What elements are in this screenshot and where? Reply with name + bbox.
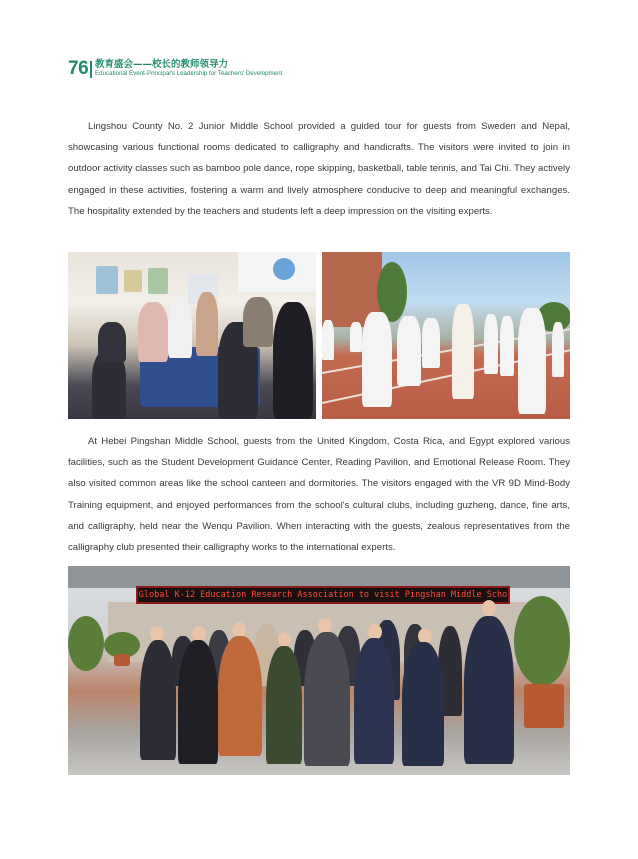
header-divider <box>90 61 92 78</box>
led-banner: Global K-12 Education Research Association to visit Pingshan Middle Scho <box>136 586 510 604</box>
outdoor-tai-chi-photo <box>322 252 570 419</box>
classroom-craft-photo <box>68 252 316 419</box>
paragraph-text: At Hebei Pingshan Middle School, guests from the United Kingdom, Costa Rica, and Egypt explored various facilities, such as the Student Development Guidance Center, Reading Pavilion, and Emotional Release Room. They also visited common areas like the school canteen and dormitories. The visitors engaged with the VR 9D Mind-Body Training equipment, and enjoyed performances from the school's cultural clubs, including guzheng, dance, fine arts, and calligraphy, held near the Wenqu Pavilion. When interacting with the guests, zealous representatives from the calligraphy club presented their calligraphy works to the international experts. <box>68 436 570 554</box>
group-photo <box>68 566 570 775</box>
header-title-chinese: 教育盛会——校长的教师领导力 <box>95 59 229 70</box>
page-number: 76 <box>68 58 89 79</box>
header-title-english: Educational Event-Principal's Leadership for Teachers' Development <box>95 70 283 77</box>
paragraph-text: Lingshou County No. 2 Junior Middle School provided a guided tour for guests from Sweden and Nepal, showcasing various functional rooms dedicated to calligraphy and handicrafts. The visitors were invited to join in outdoor activity classes such as bamboo pole dance, rope skipping, basketball, table tennis, and Tai Chi. They actively engaged in these activities, fostering a warm and lively atmosphere conducive to deep and meaningful exchanges. The hospitality extended by the teachers and students left a deep impression on the visiting experts. <box>68 121 570 217</box>
paragraph-pingshan <box>68 431 570 558</box>
paragraph-lingshou <box>68 116 570 222</box>
